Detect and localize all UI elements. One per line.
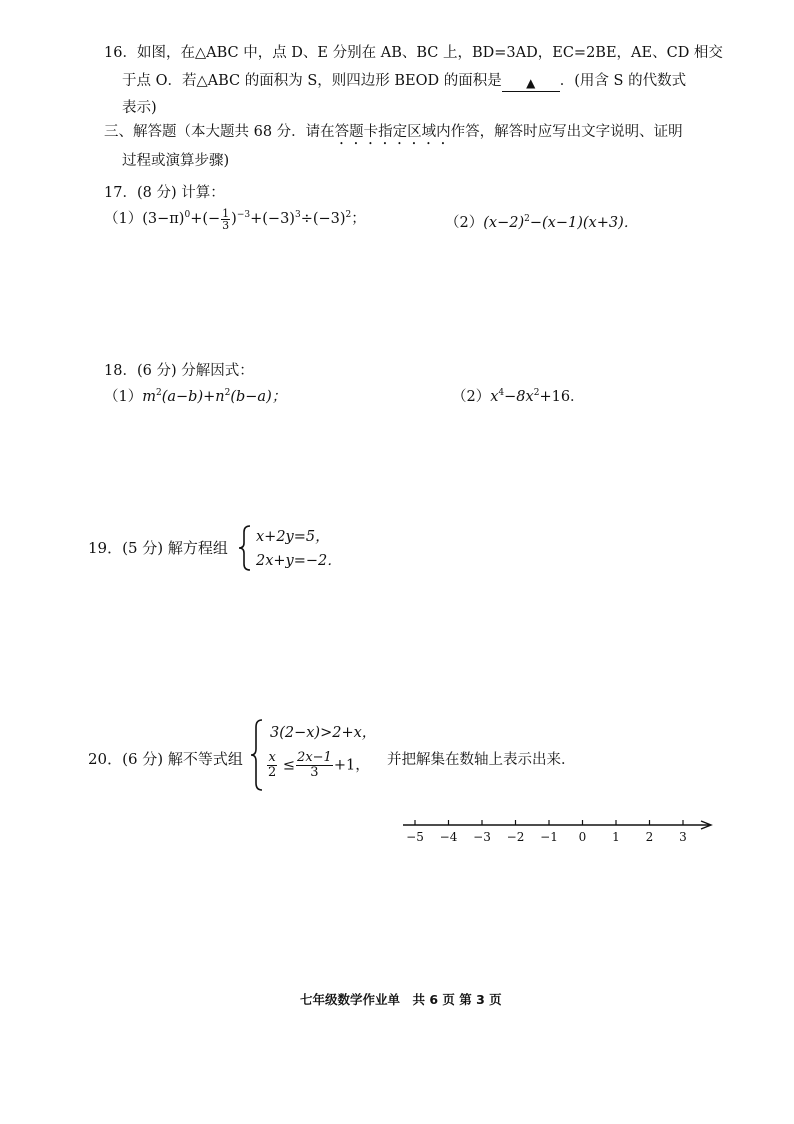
q20-ineq1 [270,721,376,742]
q16-line3: 表示) [122,100,157,116]
q20-brace-icon [250,718,264,792]
q20-header: 20．(6 分) 解不等式组 [88,750,243,768]
q16-line1: 16．如图，在△ABC 中，点 D、E 分别在 AB、BC 上，BD=3AD，EC=2BE，AE、CD 相交 [104,45,723,61]
q20-ineq2-rhs-num: 2x−1 [297,750,332,765]
q16-line2 [122,69,686,92]
q17-p1-fraction [221,208,230,231]
q18-p1-b-exp: 2 [224,388,231,398]
q17-p1-label: （1） [104,211,143,227]
q17-p1-frac-den: 3 [222,218,230,232]
number-line [395,814,717,848]
q17-p1-c-exp: −3 [236,210,251,220]
q20-ineq2-lhs-num: x [268,750,276,765]
q20-ineq2-tail: +1， [333,757,370,774]
section3-title-post: 作答，解答时应写出文字说明、证明 [450,124,683,140]
q18-p2-a-exp: 4 [498,388,505,398]
section3-title-pre: 三、解答题（本大题共 68 分．请在 [104,124,335,140]
number-line-tick-label: −3 [473,830,491,844]
q19-header: 19．(5 分) 解方程组 [88,539,228,557]
q18-part2 [452,385,585,406]
q20-ineq2-lhs [267,751,277,780]
q17-p1-a-exp: 0 [184,210,191,220]
number-line-tick-label: 1 [612,830,620,844]
section3-title-line2: 过程或演算步骤) [122,153,230,169]
number-line-tick-label: 0 [578,830,587,844]
q17-p1-e: ÷(−3) [300,211,346,227]
q20-ineq2-rel: ≤ [282,757,296,774]
q18-p1-a-exp: 2 [155,388,162,398]
page-footer: 七年级数学作业单 共 6 页 第 3 页 [300,992,502,1007]
q18-p1-label: （1） [104,389,143,405]
number-line-tick-label: −4 [439,830,458,844]
q17-p2-a-exp: 2 [524,214,530,224]
q17-p1-frac-num: 1 [222,206,230,220]
q19-eq1: x+2y=5， [256,529,330,545]
q17-p2-a: (x−2) [483,215,525,231]
q16-line2-post: ．(用含 S 的代数式 [559,73,687,89]
section3-title [104,120,683,148]
number-line-tick-label: −5 [406,830,424,844]
number-line-tick-label: −2 [506,830,525,844]
q18-p2-label: （2） [452,389,491,405]
q17-p1-e-exp: 2 [345,210,352,220]
q18-p1-c: (b−a)； [230,389,287,405]
number-line-tick-label: 2 [645,830,654,844]
q20-ineq2-rhs [296,751,333,780]
number-line-tick-label: 3 [679,830,687,844]
q18-p2-b-exp: 2 [533,388,540,398]
q17-part1 [104,207,366,231]
q16-line2-pre: 于点 O．若△ABC 的面积为 S，则四边形 BEOD 的面积是 [122,73,502,89]
q20-ineq1-text: 3(2−x)>2+x， [270,725,377,741]
q20-ineq2 [266,751,370,780]
q20-ineq2-lhs-den: 2 [268,765,277,780]
q17-p2-label: （2） [445,215,484,231]
q19-brace-icon [238,524,252,572]
q20-tail: 并把解集在数轴上表示出来． [387,752,576,768]
q18-p2-b: −8x [504,389,534,405]
q17-p2-b: −(x−1)(x+3)． [529,215,639,231]
q18-p2-c: +16． [539,389,585,405]
q20-ineq2-rhs-den: 3 [310,765,319,780]
answer-blank [502,75,560,92]
q17-p1-c: ) [231,211,237,227]
q18-p1-b: (a−b)+n [161,389,225,405]
q17-p1-end: ； [351,211,366,227]
q18-header: 18．(6 分) 分解因式： [104,363,254,379]
triangle-mark-icon: ▲ [526,76,536,90]
q17-p1-d: +(−3) [250,211,295,227]
q18-p1-a: m [142,389,156,405]
q17-part2 [445,211,638,232]
q17-header: 17．(8 分) 计算： [104,185,225,201]
section3-title-emphasis: 答题卡指定区域内 [334,124,451,140]
q17-p1-a: (3−π) [142,211,185,227]
q19-eq2: 2x+y=−2． [256,553,342,569]
number-line-tick-label: −1 [540,830,558,844]
q18-part1 [104,385,286,406]
q18-p2-a: x [490,389,499,405]
q17-p1-d-exp: 3 [294,210,301,220]
q17-p1-b: +(− [190,211,221,227]
